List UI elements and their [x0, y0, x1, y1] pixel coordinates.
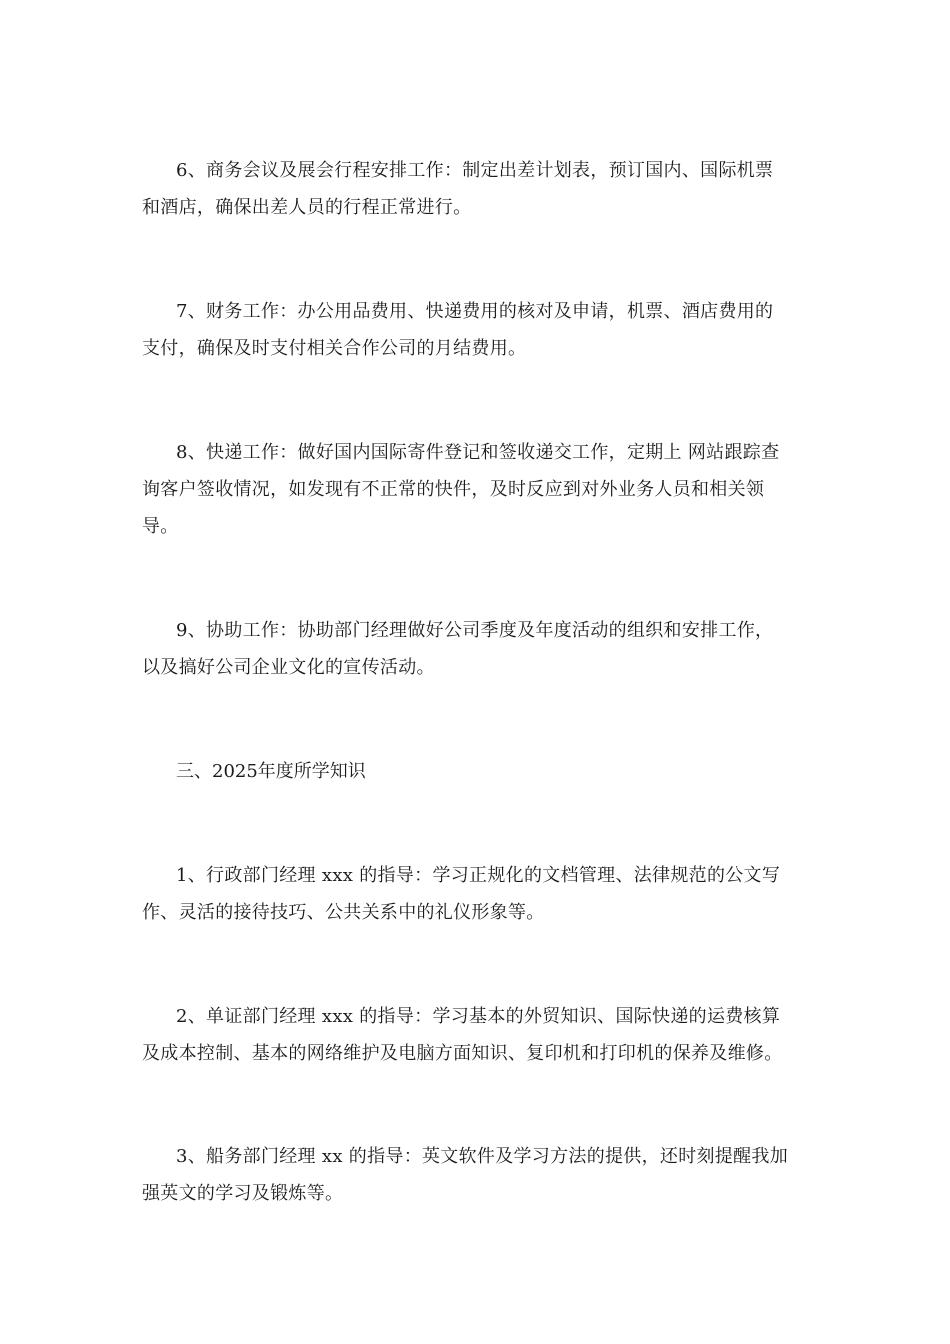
paragraph-item-7 [142, 293, 810, 367]
text-line: 强英文的学习及锻炼等。 [142, 1183, 344, 1204]
text-line: 以及搞好公司企业文化的宣传活动。 [142, 657, 435, 678]
text-line: 导。 [142, 516, 179, 537]
paragraph-item-8 [142, 434, 810, 545]
paragraph-item-9 [142, 612, 810, 686]
section-heading: 三、2025年度所学知识 [176, 761, 366, 782]
text-line: 及成本控制、基本的网络维护及电脑方面知识、复印机和打印机的保养及维修。 [142, 1043, 783, 1064]
text-line: 8、快递工作：做好国内国际寄件登记和签收递交工作，定期上 网站跟踪查 [176, 442, 780, 463]
text-line: 支付，确保及时支付相关合作公司的月结费用。 [142, 338, 527, 359]
text-line: 3、船务部门经理 xx 的指导：英文软件及学习方法的提供，还时刻提醒我加 [176, 1146, 788, 1167]
text-line: 询客户签收情况，如发现有不正常的快件，及时反应到对外业务人员和相关领 [142, 479, 765, 500]
knowledge-item-3 [142, 1138, 810, 1212]
text-line: 和酒店，确保出差人员的行程正常进行。 [142, 197, 472, 218]
text-line: 作、灵活的接待技巧、公共关系中的礼仪形象等。 [142, 902, 545, 923]
knowledge-item-2 [142, 998, 810, 1072]
paragraph-item-6 [142, 152, 810, 226]
knowledge-item-1 [142, 857, 810, 931]
text-line: 9、协助工作：协助部门经理做好公司季度及年度活动的组织和安排工作， [176, 620, 774, 641]
text-line: 7、财务工作：办公用品费用、快递费用的核对及申请，机票、酒店费用的 [176, 301, 774, 322]
text-line: 1、行政部门经理 xxx 的指导：学习正规化的文档管理、法律规范的公文写 [176, 865, 781, 886]
text-line: 6、商务会议及展会行程安排工作：制定出差计划表，预订国内、国际机票 [176, 160, 774, 181]
text-line: 2、单证部门经理 xxx 的指导：学习基本的外贸知识、国际快递的运费核算 [176, 1006, 781, 1027]
